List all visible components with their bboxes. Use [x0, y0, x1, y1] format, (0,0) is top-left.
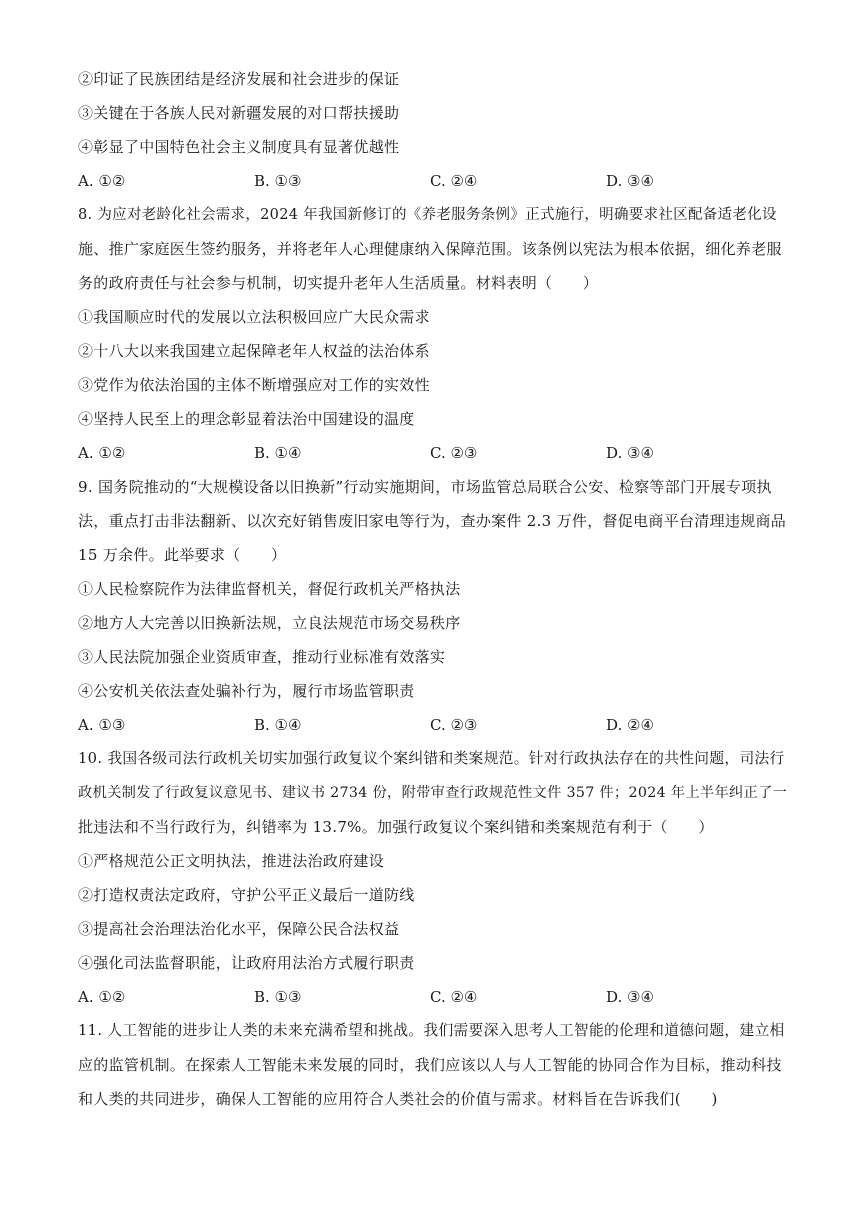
option-d: D. ②④ — [606, 716, 654, 734]
option-b: B. ①③ — [254, 172, 302, 190]
question-stem-line: 施、推广家庭医生签约服务，并将老年人心理健康纳入保障范围。该条例以宪法为根本依据，细化养老服 — [78, 240, 782, 258]
question-stem-line: 和人类的共同进步，确保人工智能的应用符合人类社会的价值与需求。材料旨在告诉我们( ) — [78, 1090, 718, 1108]
statement: ①严格规范公正文明执法，推进法治政府建设 — [78, 852, 385, 870]
option-a: A. ①② — [78, 172, 126, 190]
statement: ③关键在于各族人民对新疆发展的对口帮扶援助 — [78, 104, 400, 122]
option-c: C. ②④ — [430, 988, 478, 1006]
question-9 — [78, 470, 788, 742]
question-stem-line: 批违法和不当行政行为，纠错率为 13.7%。加强行政复议个案纠错和类案规范有利于（ ） — [78, 818, 714, 836]
question-8 — [78, 198, 788, 470]
statement: ②印证了民族团结是经济发展和社会进步的保证 — [78, 70, 400, 88]
statement: ④公安机关依法查处骗补行为，履行市场监管职责 — [78, 682, 415, 700]
answer-options — [78, 436, 788, 470]
statement: ③提高社会治理法治化水平，保障公民合法权益 — [78, 920, 400, 938]
option-d: D. ③④ — [606, 172, 654, 190]
answer-options — [78, 708, 788, 742]
statement: ④坚持人民至上的理念彰显着法治中国建设的温度 — [78, 410, 415, 428]
option-b: B. ①④ — [254, 716, 302, 734]
question-stem-line: 政机关制发了行政复议意见书、建议书 2734 份，附带审查行政规范性文件 357 件；2024 年上半年纠正了一 — [78, 785, 788, 801]
statement: ③人民法院加强企业资质审查，推动行业标准有效落实 — [78, 648, 446, 666]
question-7-fragment — [78, 62, 788, 198]
option-d: D. ③④ — [606, 988, 654, 1006]
exam-page — [78, 62, 788, 1116]
option-b: B. ①④ — [254, 444, 302, 462]
option-a: A. ①② — [78, 444, 126, 462]
question-stem-line: 法，重点打击非法翻新、以次充好销售废旧家电等行为，查办案件 2.3 万件，督促电商平台清理违规商品 — [78, 512, 787, 530]
answer-options — [78, 980, 788, 1014]
statement: ②打造权责法定政府，守护公平正义最后一道防线 — [78, 886, 415, 904]
option-b: B. ①③ — [254, 988, 302, 1006]
option-c: C. ②③ — [430, 716, 478, 734]
question-stem-line: 8. 为应对老龄化社会需求，2024 年我国新修订的《养老服务条例》正式施行，明确要求社区配备适老化设 — [78, 207, 777, 223]
question-stem-line: 15 万余件。此举要求（ ） — [78, 546, 287, 564]
statement: ②十八大以来我国建立起保障老年人权益的法治体系 — [78, 342, 430, 360]
question-stem-line: 9. 国务院推动的“大规模设备以旧换新”行动实施期间，市场监管总局联合公安、检察等部门开展专项执 — [78, 478, 772, 496]
statement: ①我国顺应时代的发展以立法积极回应广大民众需求 — [78, 308, 430, 326]
option-c: C. ②③ — [430, 444, 478, 462]
option-a: A. ①③ — [78, 716, 126, 734]
option-d: D. ③④ — [606, 444, 654, 462]
statement: ④彰显了中国特色社会主义制度具有显著优越性 — [78, 138, 400, 156]
option-c: C. ②④ — [430, 172, 478, 190]
question-stem-line: 务的政府责任与社会参与机制，切实提升老年人生活质量。材料表明（ ） — [78, 274, 599, 292]
question-stem-line: 应的监管机制。在探索人工智能未来发展的同时，我们应该以人与人工智能的协同合作为目标，推动科技 — [78, 1056, 782, 1074]
answer-options — [78, 164, 788, 198]
question-11 — [78, 1014, 788, 1116]
statement: ②地方人大完善以旧换新法规，立良法规范市场交易秩序 — [78, 614, 461, 632]
statement: ①人民检察院作为法律监督机关，督促行政机关严格执法 — [78, 580, 461, 598]
statement: ④强化司法监督职能，让政府用法治方式履行职责 — [78, 954, 415, 972]
question-stem-line: 10. 我国各级司法行政机关切实加强行政复议个案纠错和类案规范。针对行政执法存在的共性问题，司法行 — [78, 750, 785, 767]
statement: ③党作为依法治国的主体不断增强应对工作的实效性 — [78, 376, 430, 394]
question-stem-line: 11. 人工智能的进步让人类的未来充满希望和挑战。我们需要深入思考人工智能的伦理和道德问题，建立相 — [78, 1022, 785, 1039]
option-a: A. ①② — [78, 988, 126, 1006]
question-10 — [78, 742, 788, 1014]
